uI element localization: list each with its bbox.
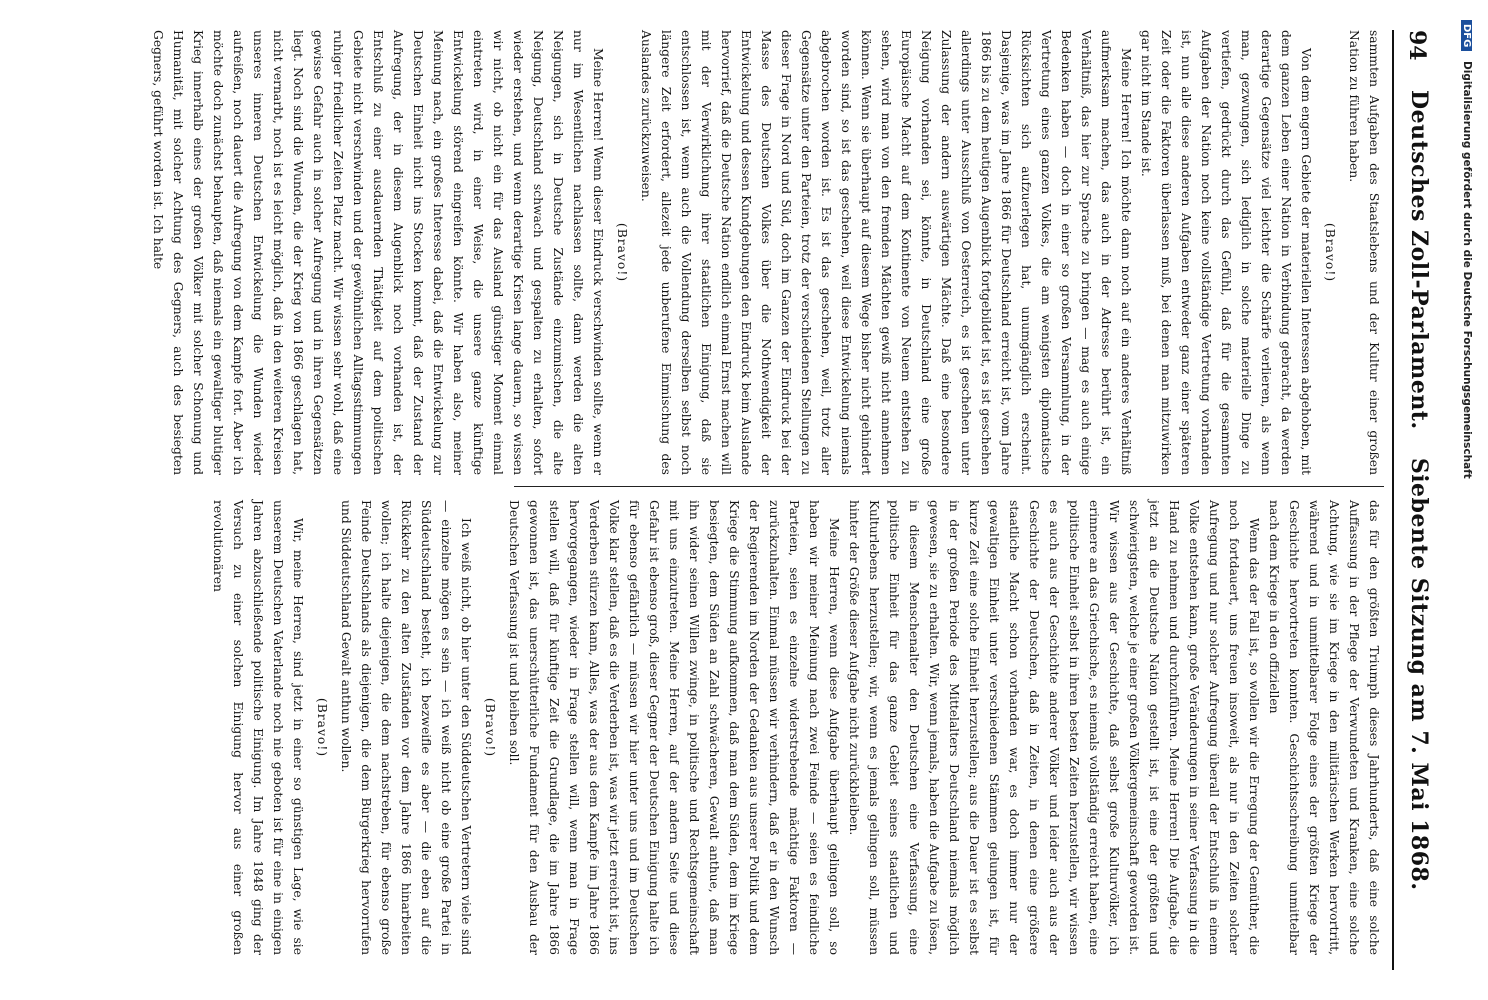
paragraph: Meine Herren! Wenn dieser Eindruck verschwinden sollte, wenn er nur im Wesentlichen nachlassen sollte, dann werden die alten Neigungen, sich in Deutsche Zustände einzumischen, die alte Neigung, Deutschland schwach und gespalten zu erhalten, sofort wieder erstehen, und wenn derartige Krisen lange dauern, so wissen wir nicht, ob nicht ein für das Ausland günstiger Moment einmal eintreten wird, in einer Weise, die unsere ganze künftige Entwickelung störend eingreifen könnte. Wir haben also, meiner Meinung nach, ein großes Interesse dabei, daß die Entwickelung zur Deutschen Einheit nicht ins Stocken kommt, daß der Zustand der Aufregung, der in diesem Augenblick noch vorhanden ist, der Entschluß zu einer ausdauernden Thätigkeit auf dem politischen Gebiete nicht verschwinden und der gewöhnlichen Alltagsstimmungen ruhiger friedlicher Zeiten Platz macht. Wir wissen sehr wohl, daß eine gewisse Gefahr auch in solcher Aufregung und in ihren Gegensätzen liegt. Noch sind die Wunden, die der Krieg von 1866 geschlagen hat, nicht vernarbt, noch ist es leicht möglich, daß in den weiteren Kreisen unseres inneren Deutschen Entwickelung die Wunden wieder aufreißen, noch dauert die Aufregung von dem Kampfe fort. Aber ich möchte doch zunächst behaupten, daß niemals ein gewaltiger blutiger Krieg innerhalb eines der großen Völker mit solcher Schonung und Humanität, mit solcher Achtung des Gegners, auch des besiegten Gegners, geführt worden ist. Ich halte (151, 30, 605, 475)
bravo-note: (Bravo!) (615, 222, 629, 283)
page-number: 94 (1404, 30, 1430, 61)
column-divider (514, 486, 1384, 487)
digitization-note (1455, 20, 1477, 980)
bravo-note: (Bravo!) (483, 697, 497, 758)
right-column (211, 500, 1384, 955)
paragraph: Wir, meine Herren, sind jetzt in einer so günstigen Lage, wie sie unserem Deutschen Vaterlande noch nie geboten ist für eine in einigen Jahren abzuschließende politische Einigung. Im Jahre 1848 ging der Versuch zu einer solchen Einigung hervor aus einer großen revolutionären (211, 500, 305, 955)
paragraph: Von dem engern Gebiete der materiellen Interessen abgehoben, mit dem ganzen Leben einer Nation in Verbindung gebracht, da werden derartige Gegensätze viel leichter die Schärfe verlieren, als wenn man, gezwungen, sich lediglich in solche materielle Dinge zu vertiefen, gedrückt durch das Gefühl, daß für die gesammten Aufgaben der Nation noch keine vollständige Vertretung vorhanden ist, nun alle diese anderen Aufgaben entweder ganz einer späteren Zeit oder die Faktoren überlassen muß, bei denen man mitzuwirken gar nicht im Stande ist. (1139, 30, 1313, 475)
bravo-note: (Bravo!) (1323, 222, 1337, 283)
paragraph: das für den größten Triumph dieses Jahrhunderts, daß eine solche Auffassung in der Pflege der Verwundeten und Kranken, eine solche Achtung, wie sie im Kriege in den militärischen Werken hervortritt, während und in unmittelbarer Folge eines der größten Kriege der Geschichte hervortreten konnten. Geschichtsschreibung unmittelbar nach dem Kriege in den offiziellen (1267, 500, 1381, 955)
digitization-credit: Digitalisierung gefördert durch die Deutsche Forschungsgemeinschaft (1461, 61, 1473, 479)
paragraph: Meine Herren, wenn diese Aufgabe überhaupt gelingen soll, so haben wir meiner Meinung nach zwei Feinde — seien es feindliche Parteien, seien es einzelne widerstrebende mächtige Faktoren — zurückzuhalten. Einmal müssen wir verhindern, daß er in den Wunsch der Regierenden im Norden der Gedanken aus unserer Politik und dem Kriege die Stimmung aufkommen, daß man dem Süden, dem im Kriege besiegten, dem Süden an Zahl schwächeren, Gewalt anthue, daß man ihn wider seinen Willen zwinge, in politische und Rechtsgemeinschaft mit uns einzutreten. Meine Herren, auf der andern Seite und diese Gefahr ist ebenso groß, dieser Gegner der Deutschen Einigung halte ich für ebenso gefährlich — müssen wir hier unter uns und im Deutschen Volke klar stellen, daß es die Verderben ist, was wir jetzt erreicht ist, ins Verderben stürzen kann, Alles, was der aus dem Kampfe im Jahre 1866 hervorgegangen, wieder in Frage stellen will, wenn man in Frage stellen will, daß für künftige Zeit die Grundlage, die im Jahre 1866 gewonnen ist, das unerschütterliche Fundament für den Ausbau der Deutschen Verfassung ist und bleiben soll. (507, 500, 841, 955)
running-head-left: Deutsches Zoll-Parlament. (1406, 90, 1432, 430)
dfg-logo: DFG (1461, 20, 1472, 51)
running-head (1406, 90, 1432, 970)
left-column (151, 30, 1384, 475)
scanned-page (0, 20, 1440, 980)
bravo-note: (Bravo!) (315, 697, 329, 758)
paragraph: Ich weiß nicht, ob hier unter den Süddeutschen Vertretern viele sind — einzelne mögen es sein — ich weiß nicht ob eine große Partei in Süddeutschland besteht, ich bezweifle es aber — die eben auf die Rückkehr zu den alten Zuständen vor dem Jahre 1866 hinarbeiten wollen; ich halte diejenigen, die dem nachstreben, für ebenso große Feinde Deutschlands als diejenigen, die dem Bürgerkrieg hervorrufen und Süddeutschland Gewalt anthun wollen. (339, 500, 473, 955)
page-header (1392, 30, 1440, 970)
running-head-right: Siebente Sitzung am 7. Mai 1868. (1406, 457, 1432, 891)
paragraph: sammten Aufgaben des Staatslebens und der Kultur einer großen Nation zu führen haben. (1347, 30, 1381, 475)
paragraph: Wenn das der Fall ist, so wollen wir die Erregung der Gemüther, die noch fortdauert, uns freuen insoweit, als nur in den Zeiten solcher Aufregung und nur solcher Aufregung überall der Entschluß in einem Volke entstehen kann, große Veränderungen in seiner Verfassung in die Hand zu nehmen und durchzuführen. Meine Herren! Die Aufgabe, die jetzt an die Deutsche Nation gestellt ist, ist eine der größten und schwierigsten, welche je einer großen Völkergemeinschaft geworden ist. Wir wissen aus der Geschichte, daß selbst große Kulturvölker, ich erinnere an das Griechische, es niemals vollständig erreicht haben, eine politische Einheit selbst in ihren besten Zeiten herzustellen, wir wissen es auch aus der Geschichte anderer Völker und leider auch aus der Geschichte der Deutschen, daß in Zeiten, in denen eine größere staatliche Macht schon vorhanden war, es doch immer nur der gewaltigen Einheit unter verschiedenen Stämmen gelungen ist, für kurze Zeit eine solche Einheit herzustellen; aus die Dauer ist es selbst in der großen Periode des Mittelalters Deutschland niemals möglich gewesen, sie zu erhalten. Wir, wenn jemals, haben die Aufgabe zu lösen, in diesem Menschenalter den Deutschen eine Verfassung, eine politische Einheit für das ganze Gebiet seines staatlichen und Kulturlebens herzustellen; wir, wenn es jemals gelingen soll, müssen hinter der Größe dieser Aufgabe nicht zurückbleiben. (847, 500, 1261, 955)
paragraph: Meine Herren! Ich möchte dann noch auf ein anderes Verhältniß aufmerksam machen, das auch in der Adresse berührt ist, ein Verhältniß, das hier zur Sprache zu bringen — mag es auch einige Bedenken haben — doch in einer so großen Versammlung, in der Vertretung eines ganzen Volkes, die am wenigsten diplomatische Rücksichten sich aufzuerlegen hat, unumgänglich erscheint. Dasjenige, was im Jahre 1866 für Deutschland erreicht ist, vom Jahre 1866 bis zu dem heutigen Augenblick fortgebildet ist, es ist geschehen allerdings unter Ausschluß von Oesterreich, es ist geschehen unter Zulassung der andern auswärtigen Mächte. Daß eine besondere Neigung vorhanden sei, könnte, in Deutschland eine große Europäische Macht auf dem Kontinente von Neuem entstehen zu sehen, wird man von den fremden Mächten gewiß nicht annehmen können. Wenn sie überhaupt auf diesem Wege bisher nicht gehindert worden sind, so ist das geschehen, weil diese Entwickelung niemals abgebrochen worden ist. Es ist das geschehen, weil, trotz aller Gegensätze unter den Parteien, trotz der verschiedenen Stellungen zu dieser Frage in Nord und Süd, doch im Ganzen der Eindruck bei der Masse des Deutschen Volkes über die Nothwendigkeit der Entwickelung und dessen Kundgebungen den Eindruck beim Auslande hervorrief, daß die Deutsche Nation endlich einmal Ernst machen will mit der Verwirklichung ihrer staatlichen Einigung, daß sie entschlossen ist, wenn auch die Vollendung derselben selbst noch längere Zeit erfordert, allezeit jede unberufene Einmischung des Auslandes zurückzuweisen. (639, 30, 1133, 475)
